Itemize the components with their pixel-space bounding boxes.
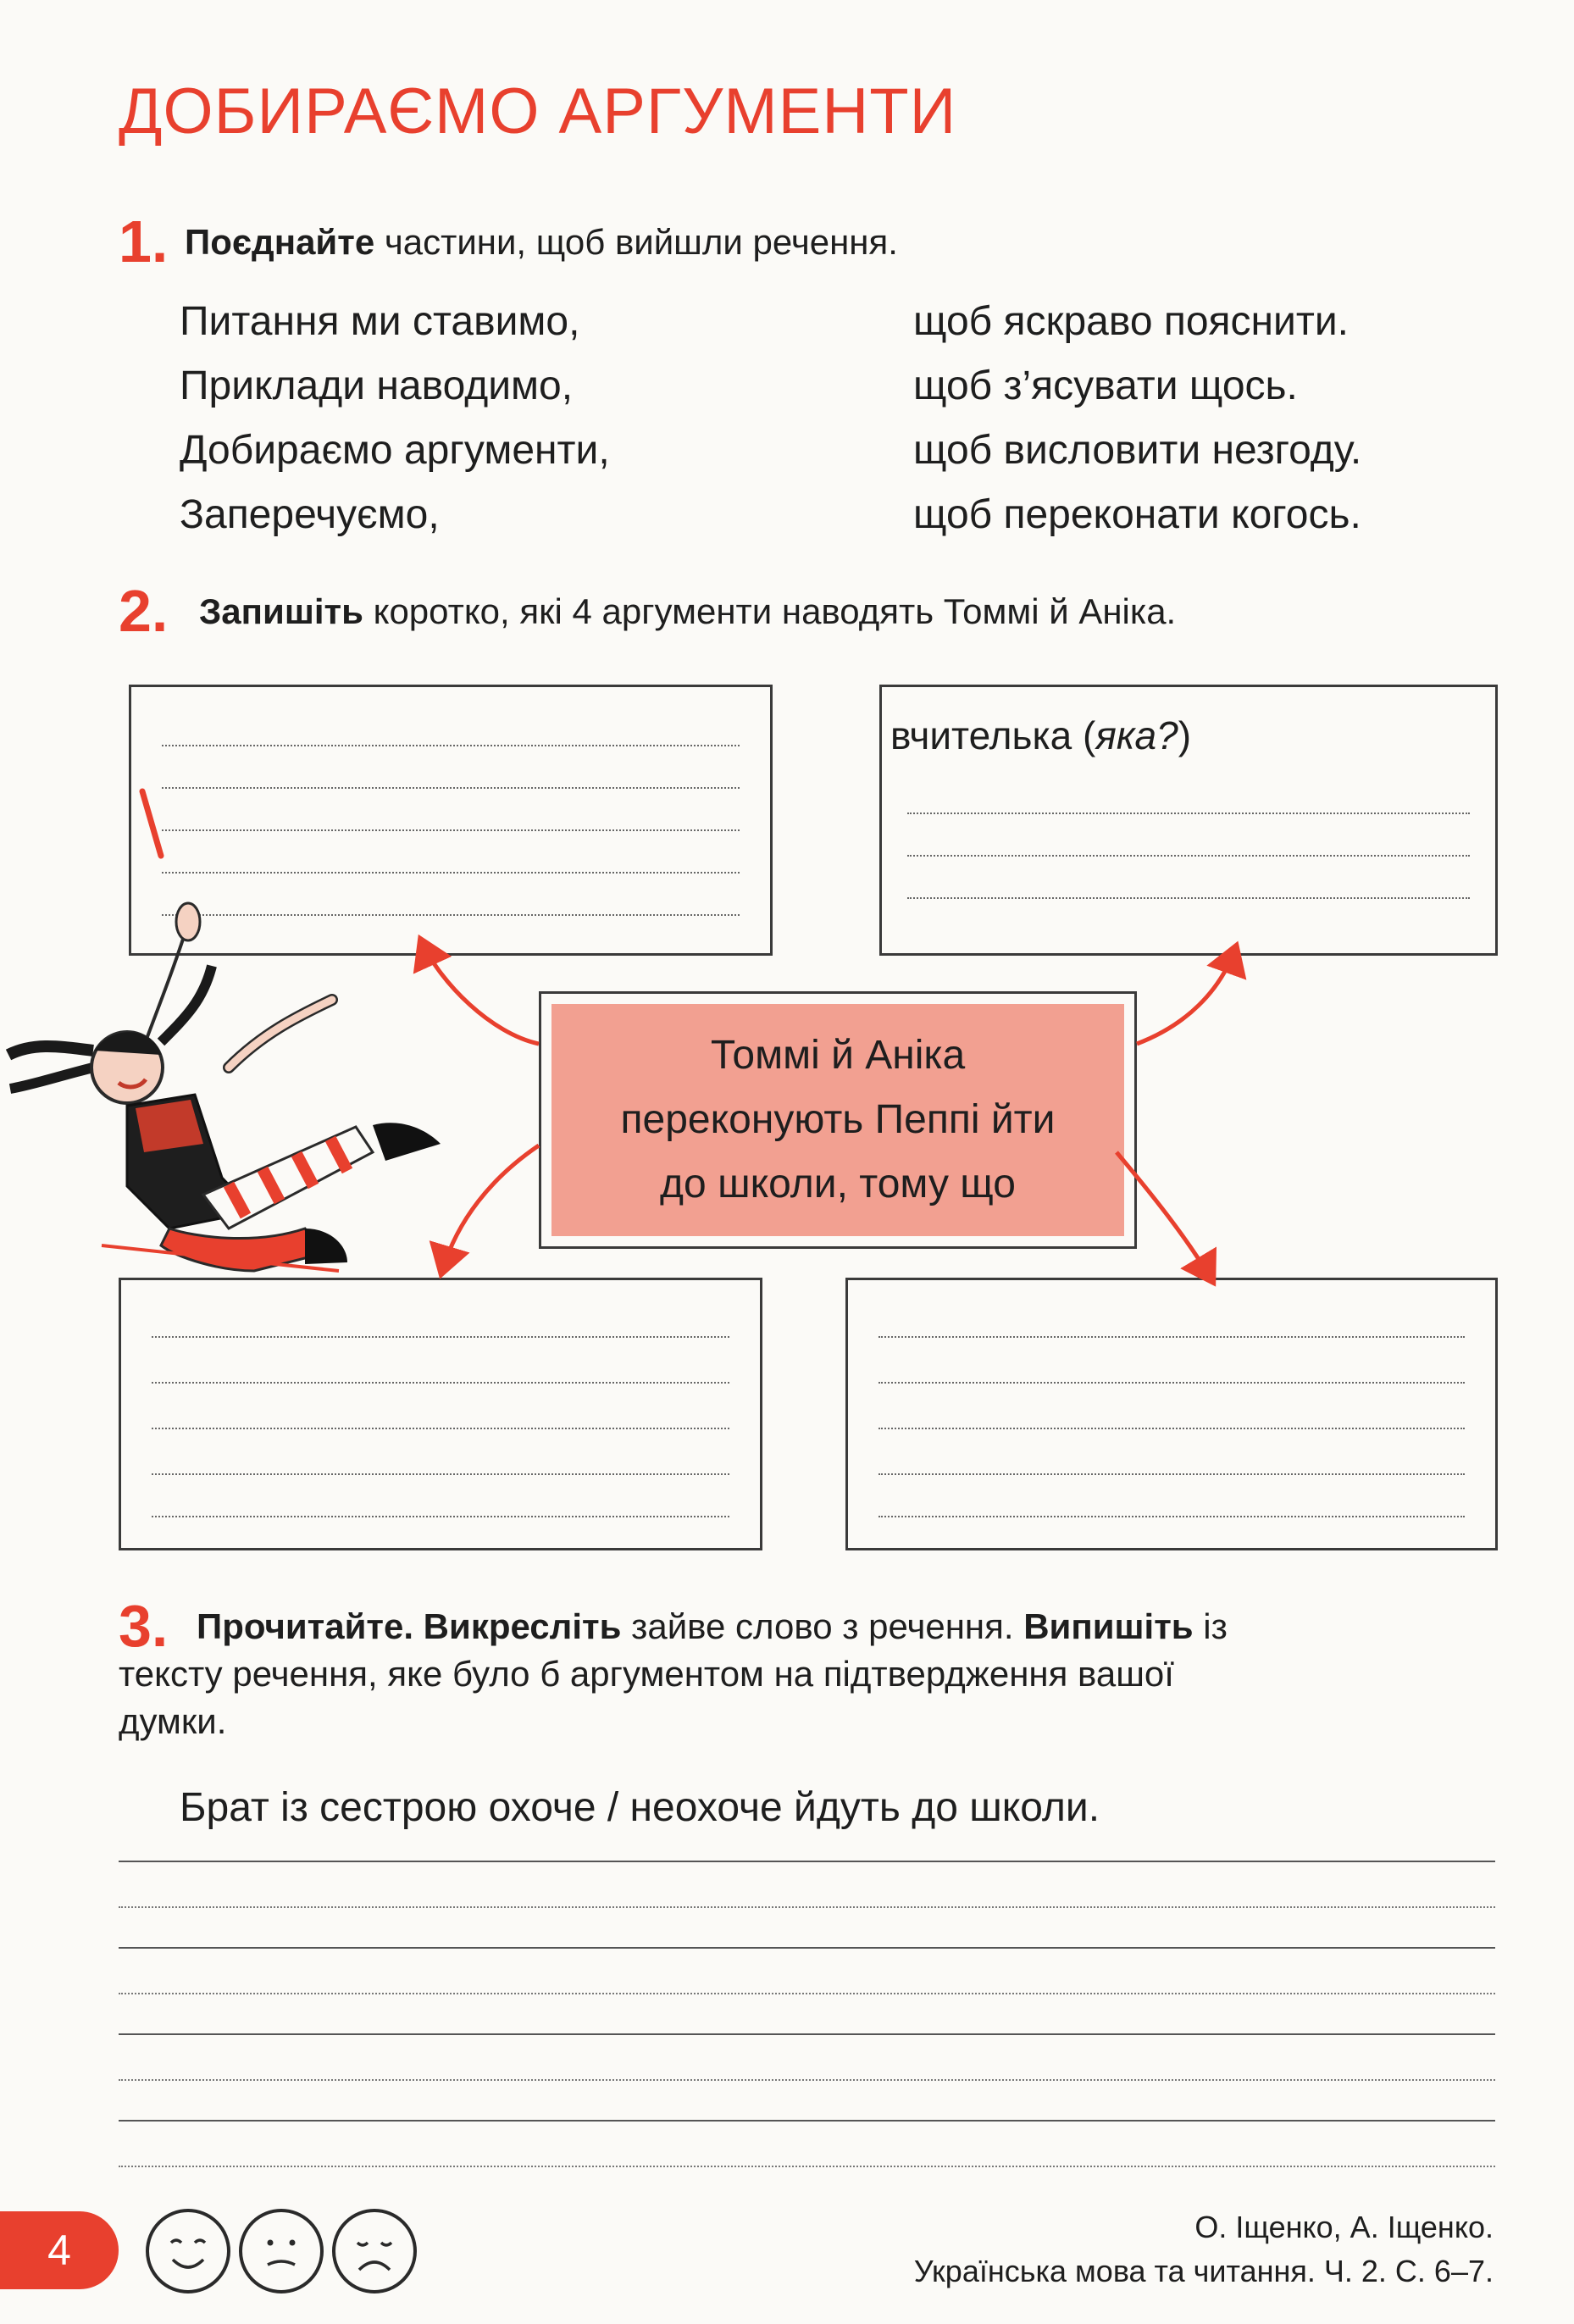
task-3-instruction-line-3: думки. <box>119 1701 227 1741</box>
page-number: 4 <box>0 2211 119 2289</box>
task-2-text: коротко, які 4 аргументи наводять Томмі й Аніка. <box>363 591 1177 631</box>
arrow-to-bottom-right <box>1117 1152 1211 1279</box>
center-line-2: переконують Пеппі йти <box>620 1097 1056 1142</box>
task-1-number: 1. <box>119 208 169 275</box>
task-3-instruction-line-1: Прочитайте. Викресліть зайве слово з речення. Випишіть із <box>197 1606 1228 1646</box>
pippi-illustration <box>0 873 474 1313</box>
task-1-verb: Поєднайте <box>185 222 375 262</box>
neutral-face-icon[interactable] <box>239 2209 324 2293</box>
task-3-number: 3. <box>119 1593 169 1659</box>
sad-face-icon[interactable] <box>332 2209 417 2293</box>
task-1-text: частини, щоб вийшли речення. <box>374 222 898 262</box>
page-title: ДОБИРАЄМО АРГУМЕНТИ <box>119 75 957 147</box>
answer-box-top-right-prompt: вчителька (яка?) <box>890 713 1192 757</box>
task-3-sentence: Брат із сестрою охоче / неохоче йдуть до школи. <box>180 1785 1100 1830</box>
center-line-3: до школи, тому що <box>660 1162 1016 1206</box>
happy-face-icon[interactable] <box>146 2209 230 2293</box>
center-line-1: Томмі й Аніка <box>710 1033 966 1078</box>
footer-book: Українська мова та читання. Ч. 2. С. 6–7. <box>913 2254 1494 2288</box>
task-1-right-3: щоб висловити незгоду. <box>913 428 1362 473</box>
task-1-left-2: Приклади наводимо, <box>180 363 574 408</box>
task-1-right-2: щоб з’ясувати щось. <box>913 363 1298 408</box>
task-1-left-1: Питання ми ставимо, <box>180 299 580 344</box>
task-3 <box>119 1593 169 1659</box>
task-1-right-4: щоб переконати когось. <box>913 492 1361 537</box>
task-1-left-3: Добираємо аргументи, <box>180 428 610 473</box>
task-2-verb: Запишіть <box>199 591 363 631</box>
arrow-to-top-right <box>1137 949 1235 1044</box>
task-3-instruction-line-2: тексту речення, яке було б аргументом на підтвердження вашої <box>119 1654 1174 1694</box>
footer-authors: О. Іщенко, А. Іщенко. <box>1194 2210 1494 2244</box>
task-1-right-1: щоб яскраво пояснити. <box>913 299 1349 344</box>
task-2-number: 2. <box>119 578 169 644</box>
task-1-left-4: Заперечуємо, <box>180 492 440 537</box>
